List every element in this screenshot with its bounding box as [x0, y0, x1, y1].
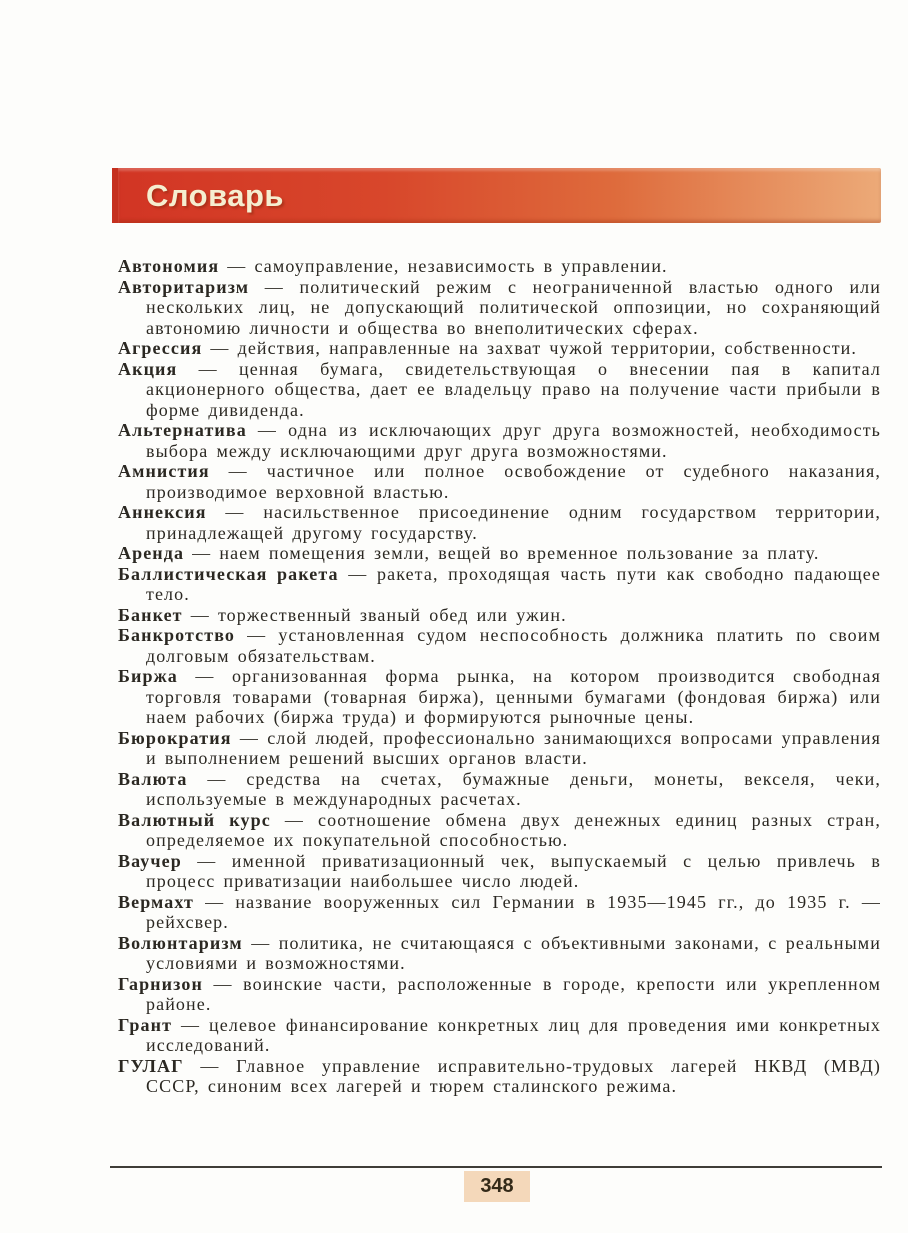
- glossary-definition: — насильственное присоединение одним государством территории, принадлежащей другому государству.: [146, 502, 881, 543]
- glossary-term: Банкротство: [118, 625, 236, 645]
- glossary-entry: [118, 810, 881, 851]
- page-number-badge: 348: [464, 1171, 530, 1202]
- glossary-entry: [118, 1015, 881, 1056]
- glossary-term: ГУЛАГ: [118, 1055, 184, 1076]
- glossary-term: Агрессия: [118, 338, 203, 358]
- glossary-term: Волюнтаризм: [118, 932, 243, 953]
- glossary-entry: [118, 605, 881, 626]
- glossary-entry: [118, 728, 881, 769]
- glossary-entry: [118, 892, 881, 933]
- glossary-definition: — слой людей, профессионально занимающихся вопросами управления и выполнением решений высших органов власти.: [146, 727, 881, 768]
- glossary-entry: [118, 974, 881, 1015]
- glossary-entry: [118, 461, 881, 502]
- glossary-term: Амнистия: [118, 461, 210, 481]
- glossary-definition: — политика, не считающаяся с объективными законами, с реальными условиями и возможностями.: [146, 932, 881, 973]
- glossary-term: Альтернатива: [118, 420, 247, 440]
- glossary-entry: [118, 769, 881, 810]
- glossary-definition: — целевое финансирование конкретных лиц для проведения ими конкретных исследований.: [146, 1014, 881, 1055]
- glossary-term: Вермахт: [118, 891, 194, 912]
- glossary-entry: [118, 420, 881, 461]
- glossary-definition: — наем помещения земли, вещей во временное пользование за плату.: [184, 543, 820, 563]
- section-banner: [112, 168, 881, 223]
- glossary-definition: — ракета, проходящая часть пути как свободно падающее тело.: [146, 563, 881, 604]
- glossary-definition: — действия, направленные на захват чужой территории, собственности.: [202, 338, 857, 358]
- glossary-definition: — установленная судом неспособность должника платить по своим долговым обязательствам.: [146, 625, 881, 666]
- glossary-entry: [118, 338, 881, 359]
- glossary-definition: — частичное или полное освобождение от судебного наказания, производимое верховной властью.: [146, 461, 881, 502]
- glossary-entry: [118, 933, 881, 974]
- glossary-list: [118, 256, 881, 1097]
- glossary-entry: [118, 256, 881, 277]
- glossary-definition: — торжественный званый обед или ужин.: [182, 604, 567, 625]
- glossary-entry: [118, 1056, 881, 1097]
- glossary-term: Грант: [118, 1014, 173, 1035]
- glossary-entry: [118, 564, 881, 605]
- glossary-definition: — одна из исключающих друг друга возможностей, необходимость выбора между исключающими друг друга возможностями.: [146, 420, 881, 461]
- glossary-entry: [118, 666, 881, 728]
- glossary-term: Ваучер: [118, 850, 182, 871]
- glossary-definition: — название вооруженных сил Германии в 1935—1945 гг., до 1935 г. — рейхсвер.: [146, 891, 881, 932]
- footer-rule: [110, 1166, 882, 1168]
- glossary-definition: — средства на счетах, бумажные деньги, монеты, векселя, чеки, используемые в международных расчетах.: [146, 768, 881, 809]
- glossary-entry: [118, 543, 881, 564]
- glossary-entry: [118, 851, 881, 892]
- glossary-entry: [118, 359, 881, 421]
- glossary-definition: — Главное управление исправительно-трудовых лагерей НКВД (МВД) СССР, синоним всех лагерей и тюрем сталинского режима.: [146, 1055, 881, 1096]
- glossary-definition: — соотношение обмена двух денежных единиц разных стран, определяемое их покупательной способностью.: [146, 809, 881, 850]
- glossary-term: Аренда: [118, 543, 185, 563]
- glossary-term: Авторитаризм: [118, 276, 250, 297]
- glossary-term: Бюрократия: [118, 727, 232, 748]
- glossary-definition: — политический режим с неограниченной властью одного или нескольких лиц, не допускающий политической оппозиции, но сохраняющий автономию личности и общества во внеполитических сферах.: [146, 276, 881, 338]
- glossary-term: Банкет: [118, 604, 183, 625]
- glossary-term: Валюта: [118, 768, 188, 789]
- glossary-definition: — именной приватизационный чек, выпускаемый с целью привлечь в процесс приватизации наибольшее число людей.: [146, 850, 881, 891]
- glossary-term: Аннексия: [118, 502, 207, 522]
- glossary-definition: — самоуправление, независимость в управлении.: [219, 256, 668, 276]
- glossary-term: Автономия: [118, 256, 220, 276]
- glossary-term: Гарнизон: [118, 973, 203, 994]
- glossary-entry: [118, 625, 881, 666]
- glossary-term: Баллистическая ракета: [118, 563, 339, 584]
- glossary-entry: [118, 502, 881, 543]
- glossary-term: Валютный курс: [118, 809, 271, 830]
- glossary-entry: [118, 277, 881, 339]
- section-title: Словарь: [146, 177, 284, 213]
- glossary-term: Акция: [118, 358, 178, 379]
- glossary-term: Биржа: [118, 666, 178, 686]
- glossary-definition: — ценная бумага, свидетельствующая о внесении пая в капитал акционерного общества, дает ее владельцу право на получение части прибыли в форме дивиденда.: [146, 358, 881, 420]
- glossary-definition: — воинские части, расположенные в городе, крепости или укрепленном районе.: [146, 973, 881, 1014]
- glossary-definition: — организованная форма рынка, на котором производится свободная торговля товарами (товарная биржа), ценными бумагами (фондовая биржа) или наем рабочих (биржа труда) и формируются рыночные цены.: [146, 666, 881, 727]
